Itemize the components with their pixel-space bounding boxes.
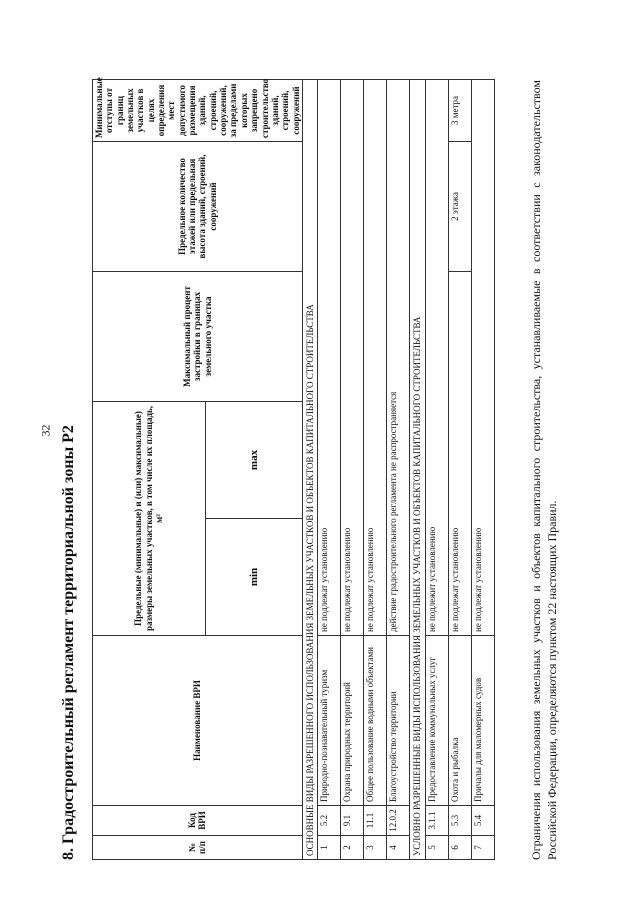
header-size-group: Предельные (минимальные) и (или) максимальные) размеры земельных участков, в том числе их площадь, м²: [93, 401, 206, 635]
row-name: Благоустройство территории: [387, 636, 410, 806]
section-heading: 8. Градостроительный регламент территориальной зоны Р2: [60, 425, 77, 860]
page-number: 32: [38, 424, 53, 437]
row-name: Причалы для маломерных судов: [471, 636, 494, 806]
section-conditional-title: УСЛОВНО РАЗРЕШЕННЫЕ ВИДЫ ИСПОЛЬЗОВАНИЯ ЗЕМЕЛЬНЫХ УЧАСТКОВ И ОБЪЕКТОВ КАПИТАЛЬНОГО СТРОИТЕЛЬСТВА: [410, 79, 425, 859]
table-row: [387, 79, 410, 859]
row-name: Охота и рыбалка: [448, 636, 471, 806]
row-value: не подлежат установлению: [341, 79, 364, 635]
header-size-max: max: [205, 401, 302, 518]
row-name: Общее пользование водными объектами: [364, 636, 387, 806]
row-value: действие градостроительного регламента не распространяется: [387, 79, 410, 635]
header-code: Код ВРИ: [93, 806, 303, 836]
row-num: 6: [448, 836, 471, 860]
header-name: Наименование ВРИ: [93, 636, 303, 806]
row-name: Природно-познавательный туризм: [318, 636, 341, 806]
header-pct: Максимальный процент застройки в границах земельного участка: [93, 271, 303, 401]
table-row: [471, 79, 494, 859]
table-row: [341, 79, 364, 859]
row-num: 2: [341, 836, 364, 860]
regulation-table-wrapper: [92, 77, 495, 860]
row-num: 3: [364, 836, 387, 860]
row-code: 5.4: [471, 806, 494, 836]
row-code: 5.3: [448, 806, 471, 836]
header-setback: Минимальные отступы от границ земельных участков в целях определения мест допустимого размещения зданий, строений, сооружений, за пределами которых запрещено строительство зданий, строений, сооружений: [93, 79, 303, 141]
row-name: Охрана природных территорий: [341, 636, 364, 806]
header-floors: Предельное количество этажей или предельная высота зданий, строений, сооружений: [93, 141, 303, 271]
row-code: 11.1: [364, 806, 387, 836]
rotated-content: [50, 50, 565, 870]
table-row: [448, 79, 471, 859]
row-num: 1: [318, 836, 341, 860]
row-setback: 3 метра: [448, 79, 471, 141]
row-code: 3.1.1: [425, 806, 448, 836]
row-value: не подлежат установлению: [448, 271, 471, 635]
section-main-title: ОСНОВНЫЕ ВИДЫ РАЗРЕШЕННОГО ИСПОЛЬЗОВАНИЯ ЗЕМЕЛЬНЫХ УЧАСТКОВ И ОБЪЕКТОВ КАПИТАЛЬНОГО СТРОИТЕЛЬСТВА: [302, 79, 317, 859]
row-name: Предоставление коммунальных услуг: [425, 636, 448, 806]
row-value: не подлежат установлению: [471, 79, 494, 635]
header-num: № п/п: [93, 836, 303, 860]
row-code: 12.0.2: [387, 806, 410, 836]
footnote: Ограничения использования земельных участков и объектов капитального строительства, устанавливаемые в соответствии с законодательством Российской Федерации, определяются пунктом 22 настоящих Правил.: [529, 80, 560, 860]
row-code: 9.1: [341, 806, 364, 836]
row-num: 7: [471, 836, 494, 860]
row-value: не подлежит установлению: [425, 79, 448, 635]
regulation-table: [92, 79, 495, 860]
table-row: [318, 79, 341, 859]
row-num: 5: [425, 836, 448, 860]
row-value: не подлежат установлению: [364, 79, 387, 635]
row-code: 5.2: [318, 806, 341, 836]
row-floors: 2 этажа: [448, 141, 471, 271]
header-size-min: min: [205, 519, 302, 636]
row-value: не подлежат установлению: [318, 79, 341, 635]
table-row: [425, 79, 448, 859]
row-num: 4: [387, 836, 410, 860]
table-row: [364, 79, 387, 859]
